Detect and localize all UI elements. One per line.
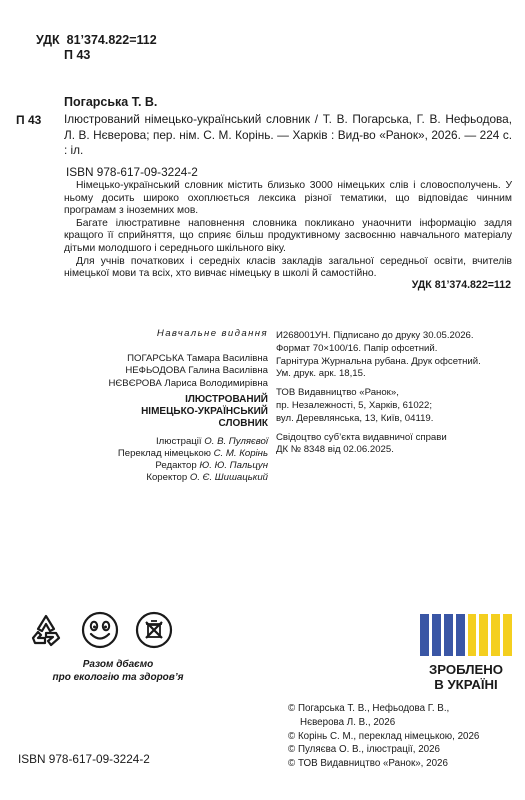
print-info-line: Формат 70×100/16. Папір офсетний. [276,342,438,354]
authors-list [100,353,268,390]
imprint-left [100,328,268,485]
entry-biblio: Ілюстрований німецько-український словник / Т. В. Погарська, Г. В. Нефьодова, Л. В. Нєверова; пер. нім. С. М. Корінь. — Харків : Вид-во «Ранок», 2026. — 224 с. : іл. [64,112,512,157]
annotation-paragraph: Багате ілюстративне наповнення словника покликано унаочнити інформацію задля кращого її сприйняття, що сприяє більш продуктивному засвоєнню навчального матеріалу дітьми молодшого і середнього шкільного віку. [64,217,512,254]
recycle-icon [26,610,66,650]
credit-role: Ілюстрації [155,435,202,447]
flag-bar [491,614,500,656]
credit-name: Ю. Ю. Пальцун [199,460,268,472]
copyright-block [288,702,518,771]
copyright-line: © Корінь С. М., переклад німецькою, 2026 [288,730,480,742]
credit-name: С. М. Корінь [213,448,268,460]
made-in-line: ЗРОБЛЕНО [428,662,504,677]
made-in-text [420,662,512,692]
book-title [100,394,268,430]
copyright-line: Нєверова Л. В., 2026 [300,716,396,728]
flag-bar [456,614,465,656]
entry-author: Погарська Т. В. [64,95,158,109]
print-info-line: И268001УН. Підписано до друку 30.05.2026. [276,330,474,341]
flag-bar [444,614,453,656]
udk-code: 81’374.822=112 [66,33,157,47]
publisher-line: вул. Деревлянська, 13, Київ, 04119. [276,412,434,424]
print-info-line: Гарнітура Журнальна рубана. Друк офсетний. [276,355,481,367]
made-in-ukraine-badge [420,614,512,692]
credit-name: О. Є. Шишацький [189,472,268,484]
author-name: НЕФЬОДОВА Галина Василівна [125,365,268,377]
udk-right: УДК 81’374.822=112 [411,279,511,291]
copyright-line: © Погарська Т. В., Нефьодова Г. В., [288,703,450,714]
print-info-line: Ум. друк. арк. 18,15. [276,368,366,380]
credits-list [100,436,268,485]
entry-isbn: ISBN 978-617-09-3224-2 [66,165,198,179]
imprint-right [276,330,516,457]
eco-slogan [18,658,218,684]
udk-header [36,33,157,63]
publisher-line: пр. Незалежності, 5, Харків, 61022; [276,399,433,411]
author-name: НЄВЄРОВА Лариса Володимирівна [108,377,268,389]
smiley-icon [80,610,120,650]
eco-slogan-line: Разом дбаємо [82,659,154,670]
credit-line [100,448,268,460]
flag-bar [468,614,477,656]
no-waste-icon [134,610,174,650]
credit-role: Переклад німецькою [117,448,211,460]
entry-index: П 43 [16,113,42,127]
eco-block [18,610,218,684]
udk-line [36,33,157,48]
credit-role: Коректор [146,472,188,484]
annotation [64,180,512,281]
copyright-line: © Пуляєва О. В., ілюстрації, 2026 [288,744,440,756]
copyright-line: © ТОВ Видавництво «Ранок», 2026 [288,758,448,770]
flag-bar [420,614,429,656]
credit-line [100,472,268,484]
publisher-line: ТОВ Видавництво «Ранок», [276,387,399,399]
made-in-line: В УКРАЇНІ [434,677,498,692]
certificate-line: Свідоцтво суб’єкта видавничої справи [276,431,447,443]
credit-name: О. В. Пуляєвої [204,435,268,447]
p43-header: П 43 [64,48,91,62]
flag-bar [479,614,488,656]
author-name: ПОГАРСЬКА Тамара Василівна [127,353,268,365]
book-title-line: НІМЕЦЬКО-УКРАЇНСЬКИЙ СЛОВНИК [141,405,268,429]
isbn-bottom: ISBN 978-617-09-3224-2 [18,752,150,766]
certificate-line: ДК № 8348 від 02.06.2025. [276,444,394,456]
book-title-line: ІЛЮСТРОВАНИЙ [185,393,268,405]
credit-line [100,436,268,448]
annotation-paragraph: Для учнів початкових і середніх класів закладів загальної середньої освіти, вчителів німецької мови та всіх, хто вивчає німецьку в школі й самостійно. [64,255,512,280]
edition-type: Навчальне видання [156,328,268,339]
eco-slogan-line: про екологію та здоров’я [52,672,184,683]
credit-role: Редактор [155,460,197,472]
flag-bar [503,614,512,656]
annotation-paragraph: Німецько-український словник містить близько 3000 німецьких слів і словосполучень. У ньому досить широко охоплюється лексика різної тематики, що відповідає чинним програмам з іноземних мов. [64,180,512,217]
flag-bars [420,614,512,656]
flag-bar [432,614,441,656]
credit-line [100,460,268,472]
udk-label: УДК [36,33,60,47]
eco-icons [26,610,218,650]
